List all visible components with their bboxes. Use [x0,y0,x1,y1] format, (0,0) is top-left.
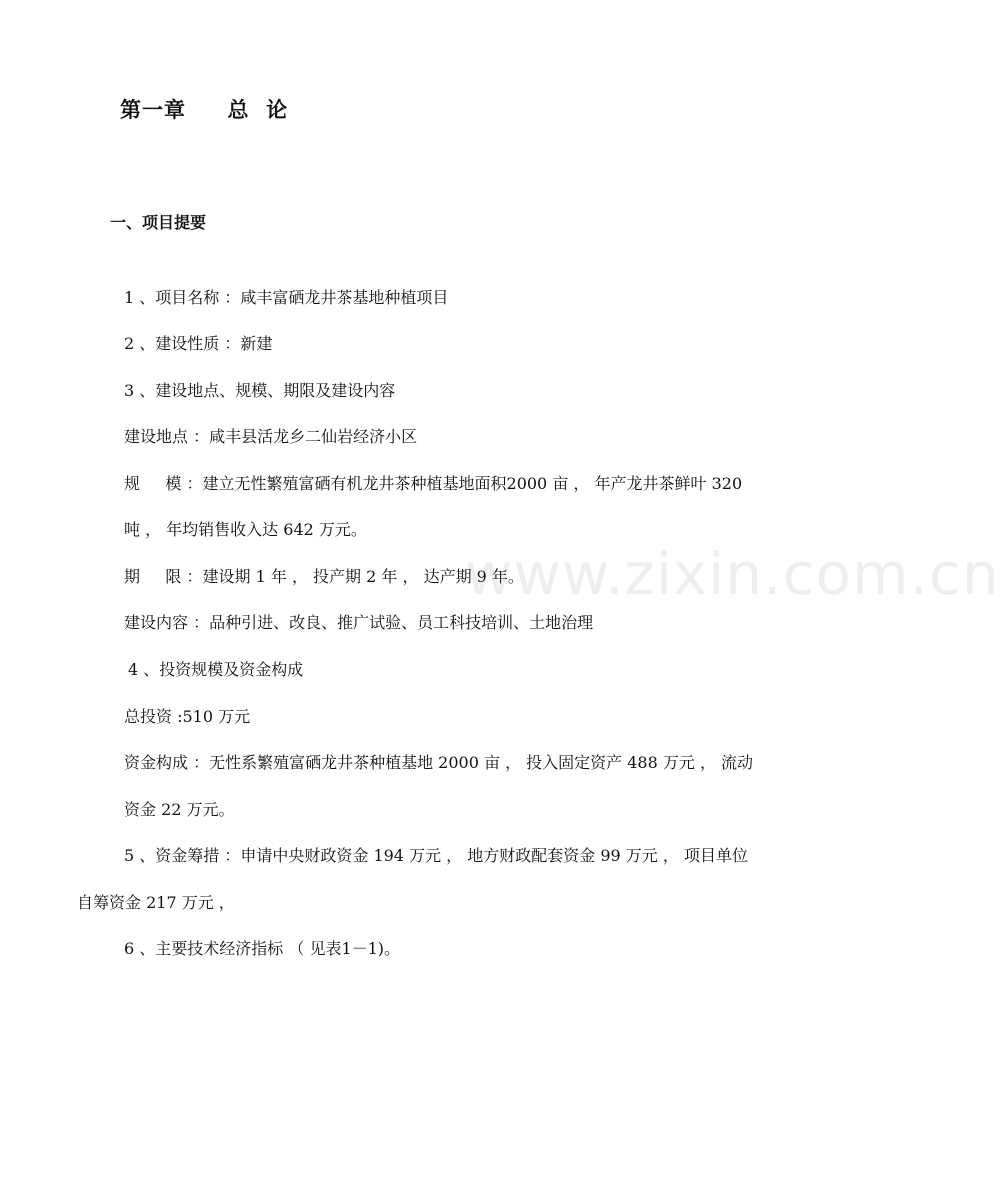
item-fund-raising-cont: 自筹资金 217 万元 ， [77,893,235,912]
detail-fund-structure-cont: 资金 22 万元。 [124,800,235,819]
item-investment: 4 、投资规模及资金构成 [128,660,304,679]
detail-scale-cont: 吨 ， 年均销售收入达 642 万元。 [124,520,367,539]
item-project-name: 1 、项目名称 ：咸丰富硒龙井茶基地种植项目 [124,288,449,307]
item-location-scale-term: 3 、建设地点、规模、期限及建设内容 [124,381,396,400]
detail-term: 期 限 ：建设期 1 年 ， 投产期 2 年 ， 达产期 9 年。 [124,567,524,586]
detail-location: 建设地点 ：咸丰县活龙乡二仙岩经济小区 [124,427,418,446]
detail-scale: 规 模 ：建立无性繁殖富硒有机龙井茶种植基地面积2000 亩 ， 年产龙井茶鲜叶 320 [124,474,743,493]
item-construction-nature: 2 、建设性质 ：新建 [124,334,273,353]
detail-total-investment: 总投资 :510 万元 [124,707,251,726]
section-title: 一、项目提要 [110,213,207,232]
chapter-title: 第一章 总 论 [120,98,289,122]
item-key-indicators: 6 、主要技术经济指标 （ 见表1－1)。 [124,939,401,958]
detail-content: 建设内容 ：品种引进、改良、推广试验、员工科技培训、土地治理 [124,613,594,632]
watermark: www.zixin.com.cn [465,540,1000,608]
item-fund-raising: 5 、资金筹措 ：申请中央财政资金 194 万元 ， 地方财政配套资金 99 万元 ， 项目单位 [124,846,748,865]
detail-fund-structure: 资金构成 ：无性系繁殖富硒龙井茶种植基地 2000 亩 ， 投入固定资产 488 万元 ， 流动 [124,753,754,772]
